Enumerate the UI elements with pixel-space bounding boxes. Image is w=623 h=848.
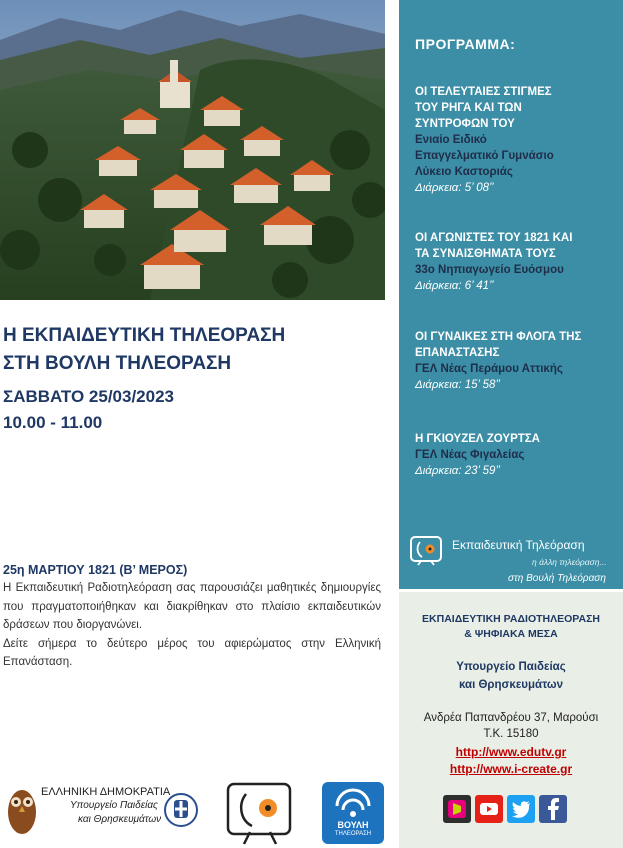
social-icons — [443, 795, 567, 827]
village-photo-illustration — [0, 0, 385, 300]
title-line-1: Η ΕΚΠΑΙΔΕΥΤΙΚΗ ΤΗΛΕΟΡΑΣΗ — [3, 325, 286, 346]
program-heading: ΠΡΟΓΡΑΜΜΑ: — [415, 36, 516, 52]
address — [403, 710, 619, 742]
program-item-1 — [415, 84, 615, 196]
vouli-sublabel: ΤΗΛΕΟΡΑΣΗ — [334, 831, 372, 837]
item-duration: Διάρκεια: 23’ 59’’ — [415, 465, 501, 477]
event-time: 10.00 - 11.00 — [3, 413, 103, 432]
program-item-4 — [415, 431, 615, 479]
facebook-icon[interactable] — [539, 795, 567, 823]
description-paragraph-2: Δείτε σήμερα το δεύτερο μέρος του αφιερώματος στην Ελληνική Επανάσταση. — [3, 637, 381, 668]
edutv-brand-name: Εκπαιδευτική Τηλεόραση — [452, 538, 585, 552]
org-line-2: & ΨΗΦΙΑΚΑ ΜΕΣΑ — [464, 628, 558, 640]
item-school-line: Επαγγελματικό Γυμνάσιο — [415, 150, 554, 162]
ministry-line-2: και Θρησκευμάτων — [458, 679, 564, 691]
edutv-link[interactable]: http://www.edutv.gr — [455, 745, 567, 759]
address-line-1: Ανδρέα Παπανδρέου 37, Μαρούσι — [423, 712, 599, 724]
ministry-line-1: Υπουργείο Παιδείας — [456, 661, 566, 673]
item-duration: Διάρκεια: 5’ 08’’ — [415, 182, 494, 194]
edutv-slogan: η άλλη τηλεόραση... — [532, 557, 607, 567]
republic-label: ΕΛΛΗΝΙΚΗ ΔΗΜΟΚΡΑΤΙΑ — [41, 786, 171, 798]
logo-ministry-line-1: Υπουργείο Παιδείας — [70, 800, 158, 811]
edutv-icon[interactable] — [443, 795, 471, 823]
item-school-line: Λύκειο Καστοριάς — [415, 166, 513, 178]
item-title-line: ΟΙ ΓΥΝΑΙΚΕΣ ΣΤΗ ΦΛΟΓΑ ΤΗΣ — [415, 331, 582, 343]
logo-ministry-line-2: και Θρησκευμάτων — [78, 814, 162, 825]
organization-name — [403, 612, 619, 642]
section-heading: 25η ΜΑΡΤΙΟΥ 1821 (Β’ ΜΕΡΟΣ) — [3, 563, 188, 577]
edutv-brand — [410, 533, 620, 589]
ministry-name — [403, 658, 619, 694]
org-line-1: ΕΚΠΑΙΔΕΥΤΙΚΗ ΡΑΔΙΟΤΗΛΕΟΡΑΣΗ — [422, 613, 600, 625]
item-duration: Διάρκεια: 15’ 58’’ — [415, 379, 501, 391]
description-paragraph-1: Η Εκπαιδευτική Ραδιοτηλεόραση σας παρουσιάζει μαθητικές δημιουργίες που πραγματοποιήθηκαν και διακρίθηκαν στο πλαίσιο εκπαιδευτικών δράσεων που διοργανώνει. — [3, 582, 381, 631]
links — [403, 744, 619, 778]
item-title-line: ΤΟΥ ΡΗΓΑ ΚΑΙ ΤΩΝ — [415, 102, 522, 114]
program-item-3 — [415, 329, 615, 393]
event-titles — [3, 322, 383, 436]
item-title-line: ΕΠΑΝΑΣΤΑΣΗΣ — [415, 347, 500, 359]
edutv-face-logo-icon — [228, 784, 290, 844]
item-title-line: ΟΙ ΑΓΩΝΙΣΤΕΣ ΤΟΥ 1821 ΚΑΙ — [415, 232, 573, 244]
event-date: ΣΑΒΒΑΤΟ 25/03/2023 — [3, 387, 175, 406]
edutv-small-logo-icon — [410, 536, 444, 566]
item-school-line: Ενιαίο Ειδικό — [415, 134, 487, 146]
icreate-link[interactable]: http://www.i-create.gr — [449, 762, 573, 776]
twitter-icon[interactable] — [507, 795, 535, 823]
description — [3, 562, 381, 672]
item-duration: Διάρκεια: 6’ 41’’ — [415, 280, 494, 292]
item-title-line: ΤΑ ΣΥΝΑΙΣΘΗΜΑΤΑ ΤΟΥΣ — [415, 248, 556, 260]
village-photo — [0, 0, 385, 300]
logos-strip — [0, 770, 390, 848]
address-line-2: Τ.Κ. 15180 — [483, 728, 539, 740]
item-school-line: ΓΕΛ Νέας Περάμου Αττικής — [415, 363, 563, 375]
owl-logo-icon — [8, 790, 36, 834]
program-item-2 — [415, 230, 615, 294]
vouli-tagline: στη Βουλή Τηλεόραση — [508, 573, 606, 584]
vouli-label: ΒΟΥΛΗ — [337, 820, 369, 830]
item-title-line: ΣΥΝΤΡΟΦΩΝ ΤΟΥ — [415, 118, 515, 130]
item-title-line: ΟΙ ΤΕΛΕΥΤΑΙΕΣ ΣΤΙΓΜΕΣ — [415, 86, 552, 98]
item-school-line: 33ο Νηπιαγωγείο Ευόσμου — [415, 264, 564, 276]
coat-of-arms-icon — [165, 794, 197, 826]
youtube-icon[interactable] — [475, 795, 503, 823]
item-school-line: ΓΕΛ Νέας Φιγαλείας — [415, 449, 525, 461]
title-line-2: ΣΤΗ ΒΟΥΛΗ ΤΗΛΕΟΡΑΣΗ — [3, 353, 232, 374]
item-title-line: Η ΓΚΙΟΥΖΕΛ ΖΟΥΡΤΣΑ — [415, 433, 540, 445]
